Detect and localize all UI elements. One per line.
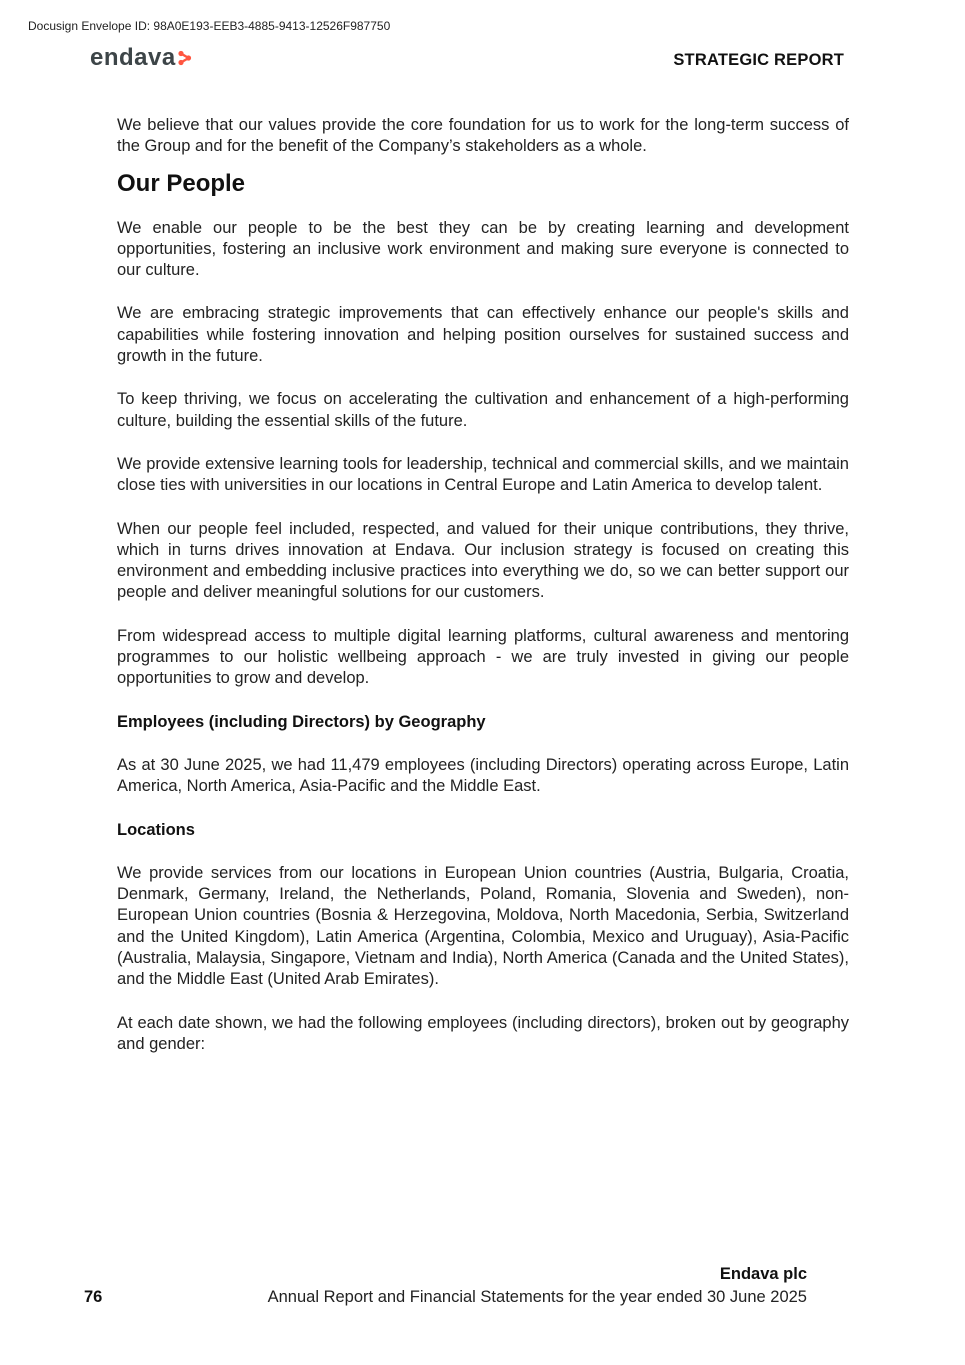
section-label: STRATEGIC REPORT: [673, 51, 844, 69]
closing-paragraph: At each date shown, we had the following employees (including directors), broken out by geography and gender:: [117, 1013, 849, 1053]
section-heading: Our People: [117, 169, 246, 197]
intro-paragraph: We believe that our values provide the core foundation for us to work for the long-term success of the Group and for the benefit of the Company’s stakeholders as a whole.: [117, 116, 849, 156]
body-paragraph: We are embracing strategic improvements that can effectively enhance our people's skills and capabilities while fostering innovation and helping position ourselves for sustained success and growth in the future.: [117, 304, 849, 366]
locations-subheading: Locations: [117, 820, 195, 839]
body-paragraph: We enable our people to be the best they can be by creating learning and development opportunities, fostering an inclusive work environment and making sure everyone is connected to our culture.: [117, 218, 849, 280]
geography-paragraph: As at 30 June 2025, we had 11,479 employees (including Directors) operating across Europe, Latin America, North America, Asia-Pacific and the Middle East.: [117, 755, 849, 796]
locations-paragraph: We provide services from our locations in European Union countries (Austria, Bulgaria, Croatia, Denmark, Germany, Ireland, the Netherlands, Poland, Romania, Slovenia and Sweden), non-European Union countries (Bosnia & Herzegovina, Moldova, North Macedonia, Serbia, Switzerland and the United Kingdom), Latin America (Argentina, Colombia, Mexico and Uruguay), Asia-Pacific (Australia, Malaysia, Singapore, Vietnam and India), North America (Canada and the United States), and the Middle East (United Arab Emirates).: [117, 863, 849, 989]
footer-report-title: Annual Report and Financial Statements for the year ended 30 June 2025: [267, 1288, 807, 1306]
geography-subheading: Employees (including Directors) by Geography: [117, 712, 486, 731]
body-paragraph: To keep thriving, we focus on accelerating the cultivation and enhancement of a high-performing culture, building the essential skills of the future.: [117, 390, 849, 430]
endava-logo: [90, 44, 192, 72]
docusign-envelope-id: Docusign Envelope ID: 98A0E193-EEB3-4885-9413-12526F987750: [28, 19, 391, 33]
main-content: [117, 115, 849, 1077]
endava-mark-icon: [178, 50, 192, 66]
logo-wordmark: endava: [90, 44, 176, 71]
body-paragraph: From widespread access to multiple digital learning platforms, cultural awareness and mentoring programmes to our holistic wellbeing approach - we are truly invested in giving our people opportunities to grow and develop.: [117, 626, 849, 688]
footer-company-name: Endava plc: [719, 1265, 807, 1283]
page-number: 76: [84, 1288, 103, 1306]
body-paragraph: We provide extensive learning tools for leadership, technical and commercial skills, and we maintain close ties with universities in our locations in Central Europe and Latin America to develop talent.: [117, 454, 849, 495]
body-paragraph: When our people feel included, respected, and valued for their unique contributions, they thrive, which in turns drives innovation at Endava. Our inclusion strategy is focused on creating this environment and embedding inclusive practices into everything we do, so we can better support our people and deliver meaningful solutions for our customers.: [117, 519, 849, 602]
